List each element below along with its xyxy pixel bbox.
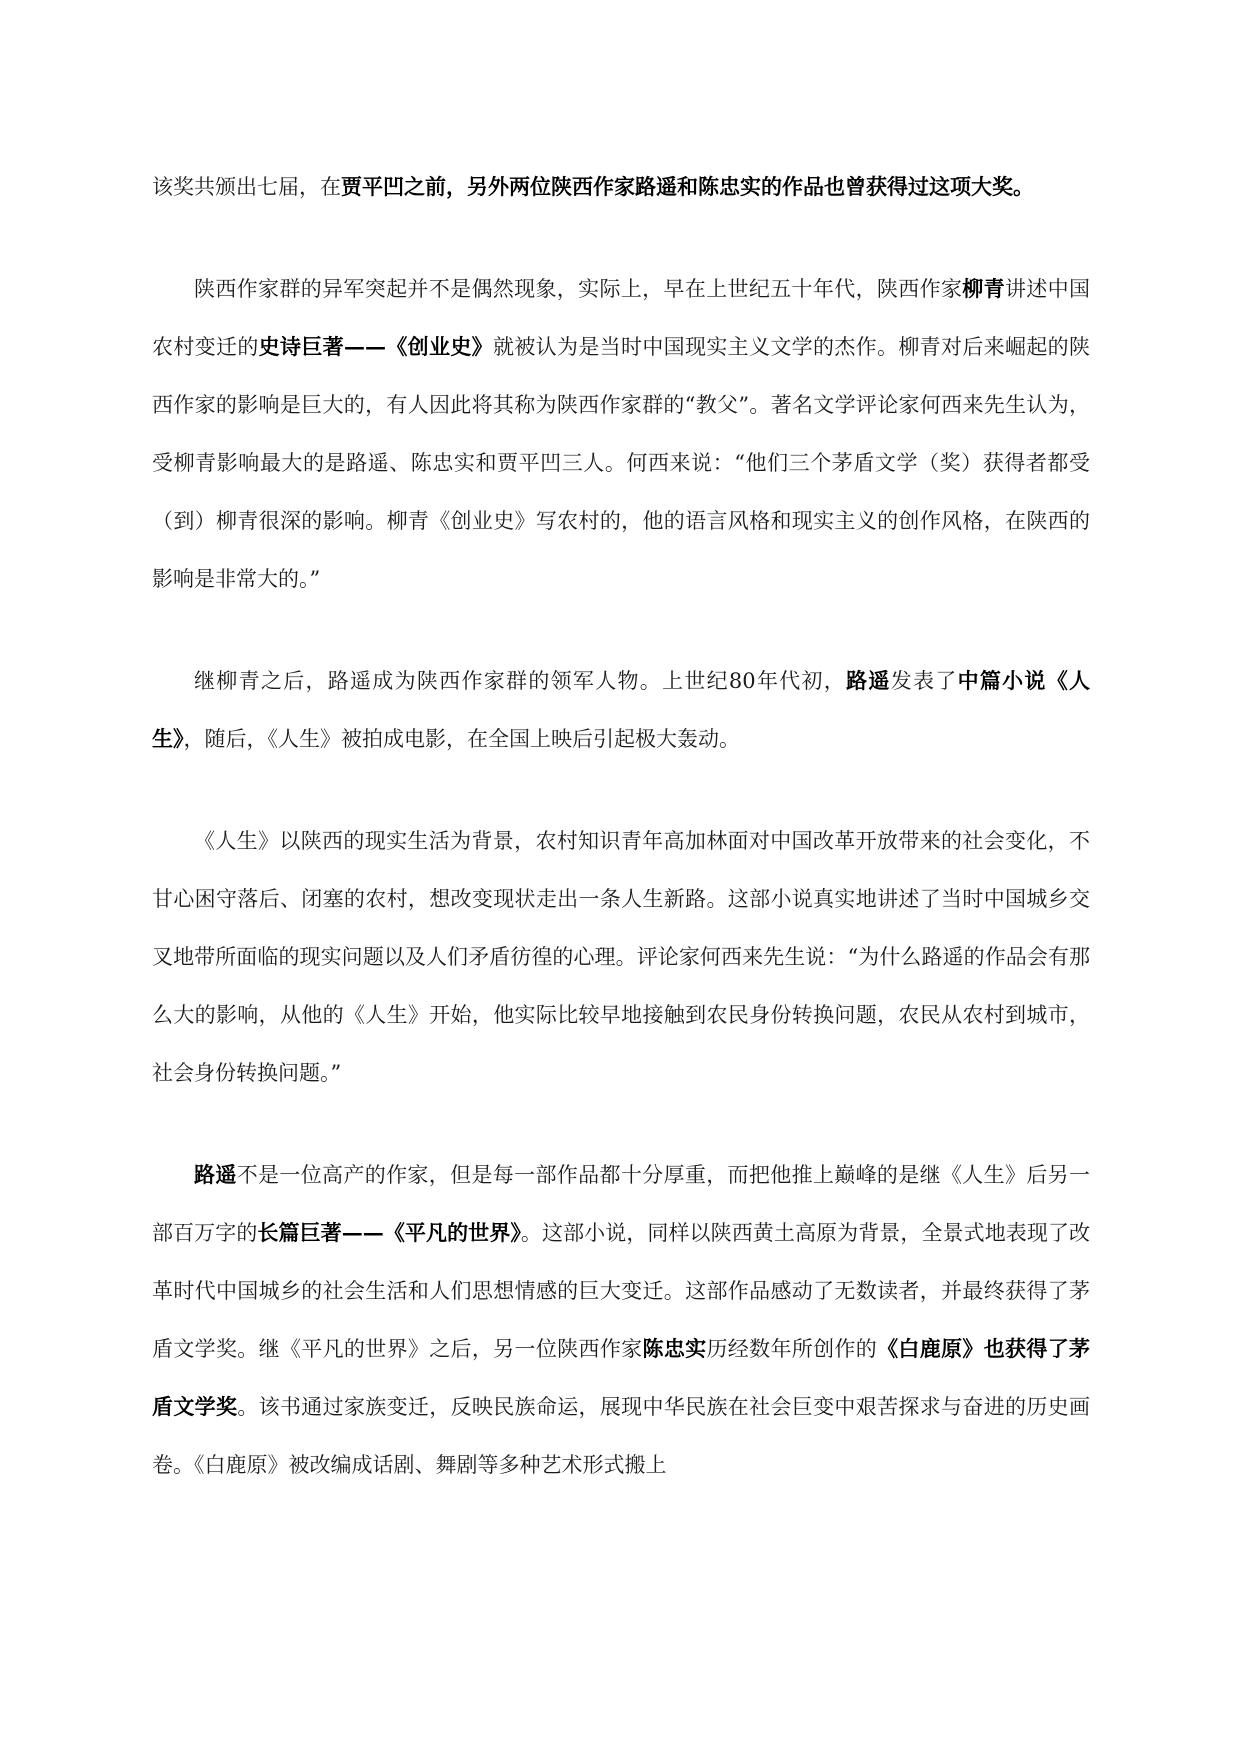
text-segment: 。该书通过家族变迁，反映民族命运，展现中华民族在社会巨变中艰苦探求与奋进的历史画卷。《白鹿原》被改编成话剧、舞剧等多种艺术形式搬上 — [152, 1395, 1091, 1477]
text-segment: 《人生》以陕西的现实生活为背景，农村知识青年高加林面对中国改革开放带来的社会变化，不甘心困守落后、闭塞的农村，想改变现状走出一条人生新路。这部小说真实地讲述了当时中国城乡交叉地带所面临的现实问题以及人们矛盾彷徨的心理。评论家何西来先生说：“为什么路遥的作品会有那么大的影响，从他的《人生》开始，他实际比较早地接触到农民身份转换问题，农民从农村到城市，社会身份转换问题。” — [152, 829, 1090, 1085]
text-segment: 继柳青之后，路遥成为陕西作家群的领军人物。上世纪80年代初， — [194, 669, 847, 693]
text-segment: ，随后，《人生》被拍成电影，在全国上映后引起极大轰动。 — [183, 727, 740, 751]
bold-segment: 中篇小说《人生》 — [152, 668, 1091, 751]
paragraph-2 — [152, 260, 1090, 608]
text-segment: 陕西作家群的异军突起并不是偶然现象，实际上，早在上世纪五十年代，陕西作家 — [194, 277, 963, 301]
bold-segment: 史诗巨著——《创业史》 — [258, 334, 494, 359]
text-segment: 发表了 — [890, 669, 958, 693]
bold-segment: 陈忠实 — [642, 1336, 707, 1361]
text-segment: 历经数年所创作的 — [706, 1337, 878, 1361]
document-page — [152, 158, 1090, 1494]
paragraph-1 — [152, 158, 1090, 216]
bold-segment: 柳青 — [962, 276, 1005, 301]
text-segment: 不是一位高产的作家，但是每一部作品都十分厚重，而把他推上巅峰的是继《人生》后另一部百万字的 — [152, 1163, 1091, 1245]
bold-segment: 路遥 — [194, 1162, 237, 1187]
text-segment: 。这部小说，同样以陕西黄土高原为背景，全景式地表现了改革时代中国城乡的社会生活和人们思想情感的巨大变迁。这部作品感动了无数读者，并最终获得了茅盾文学奖。继《平凡的世界》之后，另一位陕西作家 — [152, 1221, 1091, 1361]
text-segment: 该奖共颁出七届，在 — [152, 175, 341, 199]
bold-segment: 贾平凹之前，另外两位陕西作家路遥和陈忠实的作品也曾获得过这项大奖。 — [341, 174, 1034, 199]
paragraph-5 — [152, 1146, 1090, 1494]
bold-segment: 长篇巨著——《平凡的世界》 — [257, 1220, 521, 1245]
text-segment: 就被认为是当时中国现实主义文学的杰作。柳青对后来崛起的陕西作家的影响是巨大的，有人因此将其称为陕西作家群的“教父”。著名文学评论家何西来先生认为，受柳青影响最大的是路遥、陈忠实和贾平凹三人。何西来说：“他们三个茅盾文学（奖）获得者都受（到）柳青很深的影响。柳青《创业史》写农村的，他的语言风格和现实主义的创作风格，在陕西的影响是非常大的。” — [152, 335, 1091, 591]
paragraph-4 — [152, 812, 1090, 1102]
bold-segment: 《白鹿原》也获得了茅盾文学奖 — [152, 1336, 1091, 1419]
text-segment: 讲述中国农村变迁的 — [152, 277, 1091, 359]
paragraph-3 — [152, 652, 1090, 768]
bold-segment: 路遥 — [846, 668, 891, 693]
